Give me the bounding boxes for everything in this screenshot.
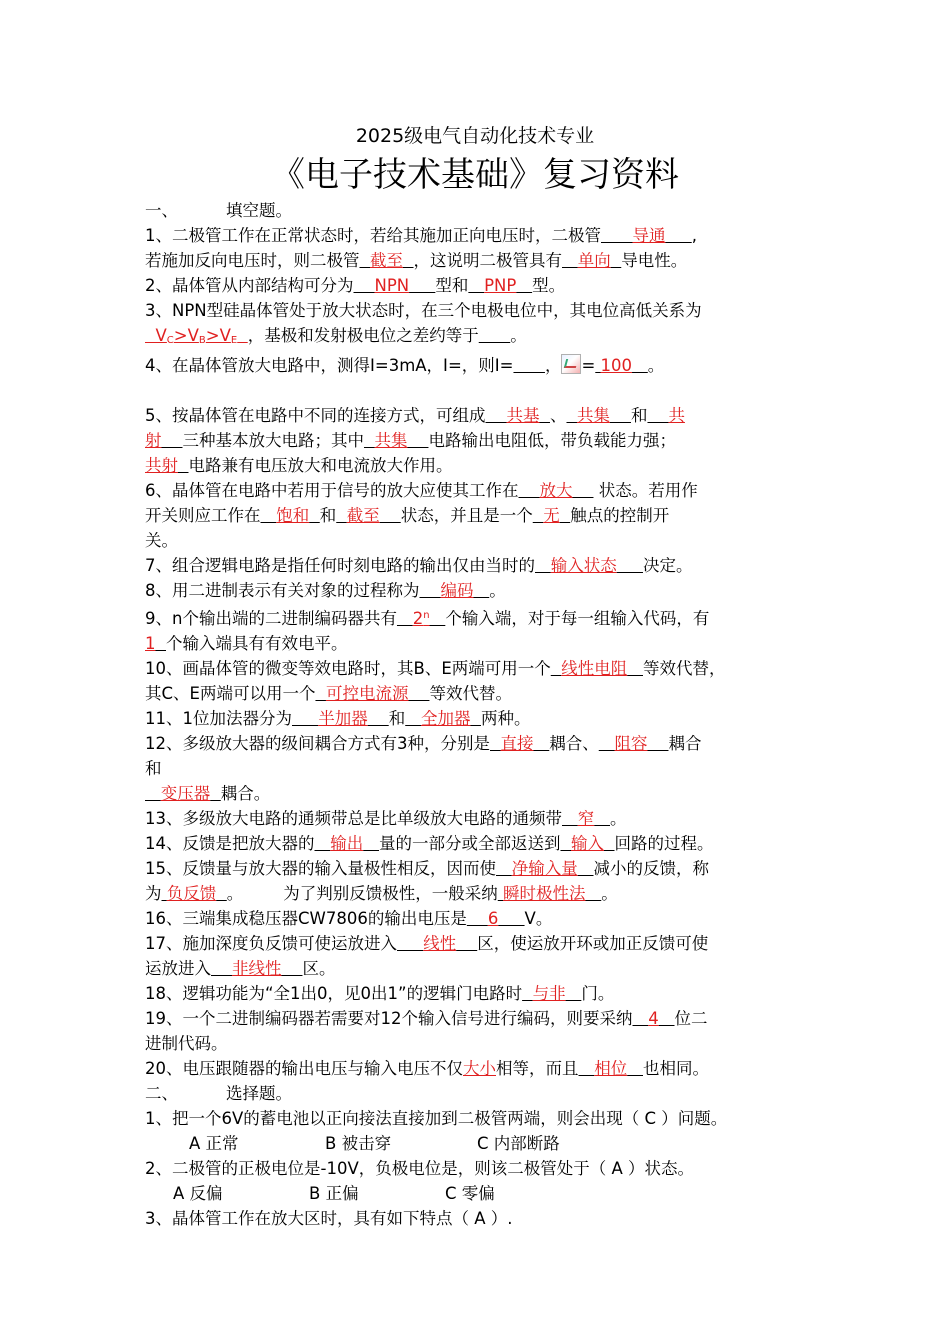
question-text: 等效代替。 <box>429 684 512 703</box>
question-text: 区，使运放开环或加正反馈可使 <box>477 934 709 953</box>
blank <box>403 251 414 270</box>
question-text: 9、n个输出端的二进制编码器共有 <box>145 609 397 628</box>
blank <box>522 984 533 1003</box>
blank <box>409 276 435 295</box>
blank <box>533 506 544 525</box>
choice-1-stem <box>145 1106 817 1131</box>
question-text: 耦合。 <box>220 784 271 803</box>
question-text: 15、反馈量与放大器的输入量极性相反，因而使 <box>145 859 496 878</box>
blank <box>178 456 189 475</box>
section-heading-choice <box>145 1081 817 1106</box>
question-16 <box>145 906 817 931</box>
subscript: C <box>166 335 174 346</box>
question-text: 3、NPN型硅晶体管处于放大状态时，在三个电极电位中，其电位高低关系为 <box>145 301 702 320</box>
choice-2-stem <box>145 1156 817 1181</box>
question-text: 为 <box>145 884 162 903</box>
question-text: 三种基本放大电路；其中 <box>182 431 364 450</box>
blank <box>470 709 481 728</box>
blank <box>633 1009 649 1028</box>
answer: 编码 <box>440 581 474 600</box>
question-text: 运放进入 <box>145 959 211 978</box>
question-text: 触点的控制开 <box>570 506 670 525</box>
blank <box>594 809 610 828</box>
blank <box>405 709 421 728</box>
blank <box>560 506 571 525</box>
question-12-line-1 <box>145 731 817 756</box>
question-text: 减小的反馈，称 <box>593 859 709 878</box>
answer: 单向 <box>577 251 611 270</box>
document-subtitle: 2025级电气自动化技术专业 <box>355 125 595 147</box>
blank <box>430 609 446 628</box>
blank <box>632 356 648 375</box>
question-1-line-2 <box>145 248 817 273</box>
question-text: 位二 <box>674 1009 708 1028</box>
answer: 相位 <box>594 1059 628 1078</box>
question-7 <box>145 553 817 578</box>
answer: 变压器 <box>160 784 211 803</box>
answer: 大小 <box>463 1059 496 1078</box>
blank <box>397 609 413 628</box>
answer: 负反馈 <box>166 884 217 903</box>
superscript: n <box>423 610 430 621</box>
blank <box>551 659 562 678</box>
blank <box>604 834 615 853</box>
answer: 射 <box>145 431 162 450</box>
answer: 窄 <box>577 809 595 828</box>
blank <box>363 834 379 853</box>
answer: 1 <box>145 634 156 653</box>
answer: 6 <box>487 909 499 928</box>
blank <box>486 406 507 425</box>
blank <box>162 431 183 450</box>
blank <box>407 431 428 450</box>
question-18 <box>145 981 817 1006</box>
question-text: 。 <box>489 581 506 600</box>
question-6-line-2 <box>145 503 817 528</box>
blank <box>496 859 512 878</box>
answer: 无 <box>543 506 560 525</box>
answer-part: 2 <box>412 609 424 628</box>
question-text: 18、逻辑功能为“全1出0，见0出1”的逻辑门电路时 <box>145 984 523 1003</box>
question-text: 8、用二进制表示有关对象的过程称为 <box>145 581 420 600</box>
question-text: 量的一部分或全部返送到 <box>379 834 561 853</box>
blank <box>562 251 578 270</box>
question-10-line-1 <box>145 656 817 681</box>
question-text: 状态。若用作 <box>598 481 698 500</box>
blank <box>627 659 643 678</box>
question-text: ，基极和发射极电位之差约等于 <box>247 326 479 345</box>
answer: 导通 <box>632 226 666 245</box>
blank <box>145 784 161 803</box>
answer: 全加器 <box>420 709 471 728</box>
question-text: 17、施加深度负反馈可使运放进入 <box>145 934 397 953</box>
question-text: 13、多级放大电路的通频带总是比单级放大电路的通频带 <box>145 809 562 828</box>
question-text: V。 <box>524 909 553 928</box>
question-text: 耦合、 <box>549 734 599 753</box>
option-b: B 正偏 <box>309 1184 359 1203</box>
question-text: 开关则应工作在 <box>145 506 261 525</box>
question-3-line-1 <box>145 298 817 323</box>
blank <box>566 406 577 425</box>
answer-part: V <box>155 326 167 345</box>
answer: 4 <box>648 1009 659 1028</box>
answer: 共集 <box>576 406 610 425</box>
blank <box>456 934 477 953</box>
blank <box>599 734 615 753</box>
blank <box>617 556 643 575</box>
question-text: 相等，而且 <box>496 1059 579 1078</box>
section-number: 一、 <box>145 201 178 220</box>
question-text: 、 <box>549 406 567 425</box>
blank <box>572 481 593 500</box>
question-text: 12、多级放大器的级间耦合方式有3种，分别是 <box>145 734 490 753</box>
answer: 可控电流源 <box>325 684 409 703</box>
section-heading-fill-in <box>145 198 817 223</box>
question-text: 7、组合逻辑电路是指任何时刻电路的输出仅由当时的 <box>145 556 535 575</box>
question-text: =，则I <box>447 356 500 375</box>
blank <box>368 709 389 728</box>
answer: NPN <box>374 276 410 295</box>
blank <box>611 251 622 270</box>
question-text: 14、反馈是把放大器的 <box>145 834 315 853</box>
answer: 线性电阻 <box>561 659 628 678</box>
spacer <box>145 378 817 403</box>
blank <box>420 581 441 600</box>
question-text: 16、三端集成稳压器CW7806的输出电压是 <box>145 909 467 928</box>
answer: 截至 <box>346 506 380 525</box>
answer: 放大 <box>539 481 573 500</box>
answer <box>413 609 430 628</box>
question-text: 型和 <box>435 276 469 295</box>
question-13 <box>145 806 817 831</box>
answer: 共射 <box>145 456 178 475</box>
subscript: E <box>230 335 238 346</box>
blank <box>490 734 501 753</box>
question-text: 关。 <box>145 531 178 550</box>
question-15-line-1 <box>145 856 817 881</box>
blank <box>579 1059 595 1078</box>
answer <box>145 326 248 345</box>
blank <box>211 959 232 978</box>
blank <box>281 959 302 978</box>
blank <box>261 506 277 525</box>
question-19-line-1 <box>145 1006 817 1031</box>
question-5-line-2 <box>145 428 817 453</box>
question-text: 1、把一个6V的蓄电池以正向接法直接加到二极管两端，则会出现（ C ）问题。 <box>145 1109 728 1128</box>
option-c: C 零偏 <box>445 1184 495 1203</box>
question-text: 等效代替， <box>643 659 726 678</box>
question-text: 5、按晶体管在电路中不同的连接方式，可组成 <box>145 406 486 425</box>
question-text: 和 <box>388 709 406 728</box>
question-text: 。 <box>647 356 665 375</box>
blank <box>498 909 524 928</box>
question-text: 4、在晶体管放大电路中，测得I <box>145 356 375 375</box>
question-9-line-2 <box>145 631 817 656</box>
blank <box>665 226 691 245</box>
blank <box>210 784 221 803</box>
answer: 半加器 <box>318 709 368 728</box>
choice-2-options <box>145 1181 817 1206</box>
question-9-line-1 <box>145 603 817 631</box>
answer: 线性 <box>423 934 457 953</box>
answer: 瞬时极性法 <box>503 884 586 903</box>
choice-3-stem <box>145 1206 817 1231</box>
question-text: =3mA，I <box>374 356 448 375</box>
question-12-line-3 <box>145 781 817 806</box>
question-text: 。 <box>601 884 618 903</box>
answer: 直接 <box>500 734 534 753</box>
blank <box>578 859 594 878</box>
choice-1-options <box>145 1131 817 1156</box>
answer: 与非 <box>532 984 566 1003</box>
blank <box>336 506 347 525</box>
question-text: 门。 <box>581 984 615 1003</box>
answer: PNP <box>484 276 517 295</box>
question-1-line-1: 1、二极管工作在正常状态时，若给其施加正向电压时，二极管 导通 , <box>145 226 697 245</box>
question-text: 两种。 <box>480 709 531 728</box>
question-text: 耦合 <box>668 734 702 753</box>
blank <box>516 276 532 295</box>
blank <box>586 884 602 903</box>
question-text: 11、1位加法器分为 <box>145 709 292 728</box>
question-12-line-2 <box>145 756 817 781</box>
question-text: 2、晶体管从内部结构可分为 <box>145 276 354 295</box>
blank <box>473 581 489 600</box>
answer: 输入 <box>571 834 604 853</box>
blank <box>601 226 632 245</box>
question-15-line-2 <box>145 881 817 906</box>
blank <box>467 909 488 928</box>
question-text: 和 <box>630 406 648 425</box>
blank <box>309 506 320 525</box>
question-6-line-1 <box>145 478 817 503</box>
blank <box>216 884 227 903</box>
blank <box>354 276 375 295</box>
blank <box>627 1059 643 1078</box>
answer: 共集 <box>374 431 408 450</box>
subscript: B <box>198 335 206 346</box>
question-text: 和 <box>319 506 337 525</box>
blank <box>513 356 544 375</box>
question-text: 决定。 <box>642 556 693 575</box>
answer: 共基 <box>506 406 540 425</box>
blank <box>380 506 401 525</box>
question-text: 若施加反向电压时，则二极管 <box>145 251 360 270</box>
question-5-line-3 <box>145 453 817 478</box>
option-a: A 正常 <box>189 1134 239 1153</box>
question-text: = <box>499 356 514 375</box>
question-17-line-2 <box>145 956 817 981</box>
option-c: C 内部断路 <box>477 1134 560 1153</box>
answer: 净输入量 <box>511 859 578 878</box>
question-text: 个输入端具有有效电平。 <box>166 634 348 653</box>
question-text: 电路输出电阻低，带负载能力强； <box>428 431 676 450</box>
question-text: 。 <box>510 326 527 345</box>
blank <box>648 734 669 753</box>
blank <box>479 326 510 345</box>
section-title: 填空题。 <box>226 201 292 220</box>
answer: 输出 <box>330 834 364 853</box>
blank <box>561 834 572 853</box>
answer: 截至 <box>370 251 403 270</box>
question-10-line-2 <box>145 681 817 706</box>
question-11 <box>145 706 817 731</box>
question-3-line-2 <box>145 323 817 353</box>
blank <box>315 684 326 703</box>
question-text: 19、一个二进制编码器若需要对12个输入信号进行编码，则要采纳 <box>145 1009 633 1028</box>
blank <box>566 984 582 1003</box>
question-4 <box>145 353 817 378</box>
question-text: 。 <box>226 884 244 903</box>
blank <box>360 251 371 270</box>
question-6-line-3 <box>145 528 817 553</box>
question-text: 状态，并且是一个 <box>400 506 533 525</box>
question-17-line-1 <box>145 931 817 956</box>
answer-part: >V <box>205 326 231 345</box>
question-text: ， <box>544 356 562 375</box>
question-19-line-2 <box>145 1031 817 1056</box>
blank <box>519 481 540 500</box>
question-text: 10、画晶体管的微变等效电路时，其B、E两端可用一个 <box>145 659 551 678</box>
answer-part: >V <box>173 326 199 345</box>
section-title: 选择题。 <box>226 1084 292 1103</box>
question-20 <box>145 1056 817 1081</box>
blank <box>647 406 668 425</box>
question-text: 区。 <box>302 959 336 978</box>
blank <box>408 684 429 703</box>
blank <box>659 1009 675 1028</box>
document-body <box>145 198 817 1231</box>
question-text: 20、电压跟随器的输出电压与输入电压不仅 <box>145 1059 463 1078</box>
answer: 非线性 <box>231 959 282 978</box>
question-text: 电路兼有电压放大和电流放大作用。 <box>188 456 453 475</box>
question-text: 其C、E两端可以用一个 <box>145 684 316 703</box>
question-14 <box>145 831 817 856</box>
question-text: 2、二极管的正极电位是-10V，负极电位是，则该二极管处于（ A ）状态。 <box>145 1159 695 1178</box>
blank <box>315 834 331 853</box>
blank <box>610 406 631 425</box>
blank <box>534 734 550 753</box>
question-text: = <box>581 356 596 375</box>
question-text: 回路的过程。 <box>614 834 714 853</box>
question-2 <box>145 273 817 298</box>
question-8 <box>145 578 817 603</box>
blank <box>468 276 484 295</box>
question-text: 型。 <box>532 276 566 295</box>
blank <box>156 634 167 653</box>
question-text: 6、晶体管在电路中若用于信号的放大应使其工作在 <box>145 481 519 500</box>
option-a: A 反偏 <box>173 1184 223 1203</box>
option-b: B 被击穿 <box>325 1134 392 1153</box>
question-text: ，这说明二极管具有 <box>413 251 562 270</box>
answer: 阻容 <box>614 734 648 753</box>
answer: 100 <box>600 356 633 375</box>
blank <box>292 709 318 728</box>
question-text: 进制代码。 <box>145 1034 228 1053</box>
question-text: 个输入端，对于每一组输入代码，有 <box>445 609 710 628</box>
question-text: 导电性。 <box>621 251 688 270</box>
blank <box>539 406 550 425</box>
question-text: 1、二极管工作在正常状态时，若给其施加正向电压时，二极管 <box>145 226 601 245</box>
question-text: 为了判别反馈极性，一般采纳 <box>283 884 498 903</box>
blank <box>562 809 578 828</box>
document-title: 《电子技术基础》复习资料 <box>271 155 679 195</box>
broken-image-icon <box>561 354 581 374</box>
question-text: 也相同。 <box>643 1059 709 1078</box>
blank <box>364 431 375 450</box>
answer: 饱和 <box>276 506 310 525</box>
answer: 输入状态 <box>550 556 617 575</box>
question-text: 和 <box>145 759 162 778</box>
answer: 共 <box>668 406 685 425</box>
section-number: 二、 <box>145 1084 178 1103</box>
blank <box>535 556 551 575</box>
blank <box>397 934 423 953</box>
question-5-line-1 <box>145 403 817 428</box>
question-text: 。 <box>610 809 627 828</box>
question-text: 3、晶体管工作在放大区时，具有如下特点（ A ）. <box>145 1209 513 1228</box>
